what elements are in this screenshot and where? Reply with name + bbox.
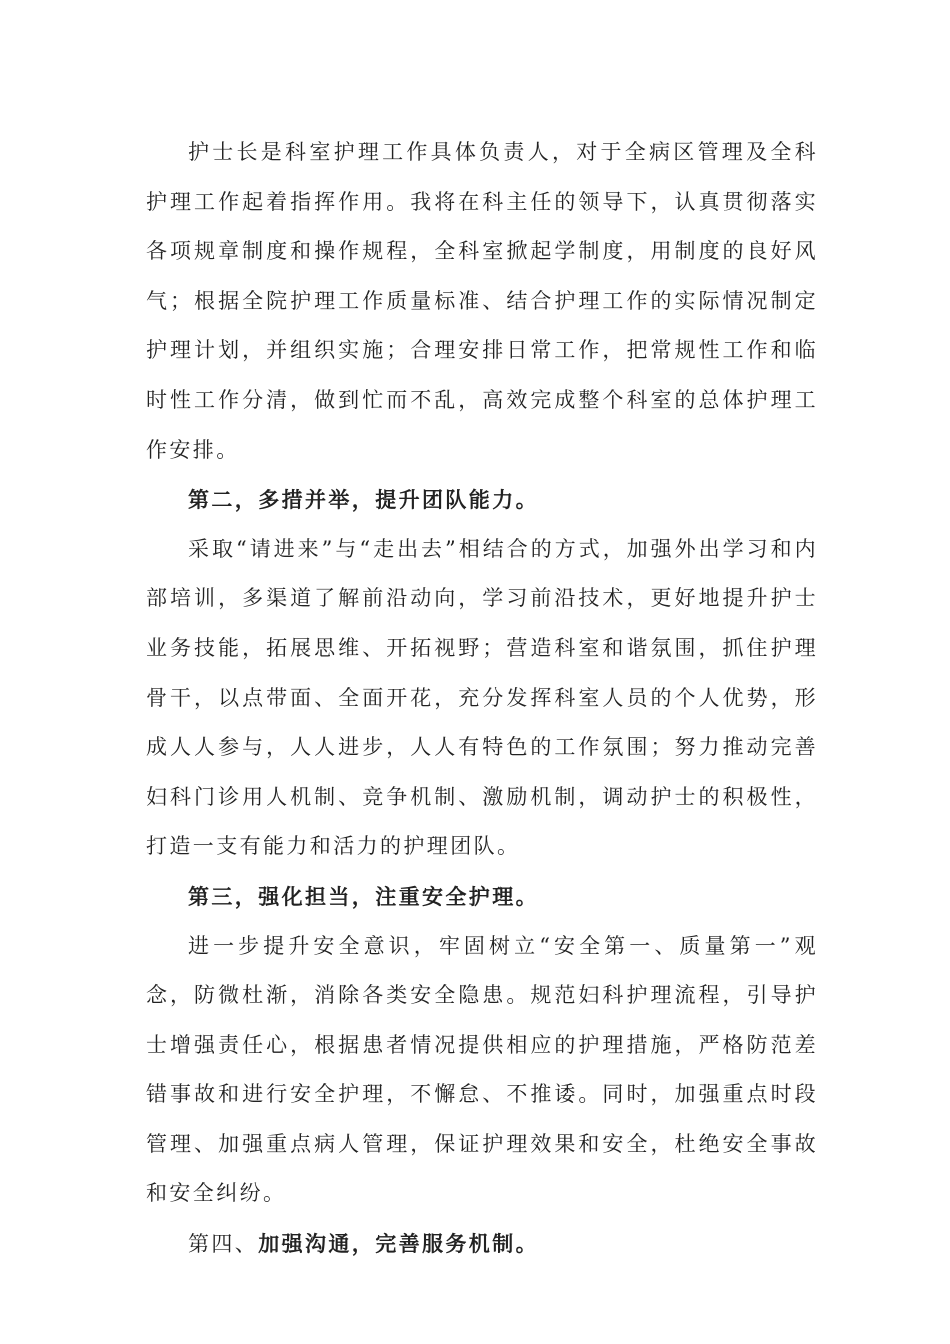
paragraph-3: 进一步提升安全意识，牢固树立“安全第一、质量第一”观念，防微杜渐，消除各类安全隐患。规范妇科护理流程，引导护士增强责任心，根据患者情况提供相应的护理措施，严格防范差错事故和进行安全护理，不懈怠、不推诿。同时，加强重点时段管理、加强重点病人管理，保证护理效果和安全，杜绝安全事故和安全纠纷。 — [146, 933, 818, 1206]
heading-3: 第三，强化担当，注重安全护理。 — [188, 883, 539, 909]
heading-2: 第二，多措并举，提升团队能力。 — [188, 487, 539, 513]
heading-4-prefix: 第四、 — [188, 1232, 259, 1257]
heading-4-title: 加强沟通，完善服务机制。 — [258, 1231, 540, 1257]
heading-4 — [146, 1219, 818, 1270]
document-page — [146, 128, 818, 1270]
paragraph-2: 采取“请进来”与“走出去”相结合的方式，加强外出学习和内部培训，多渠道了解前沿动向，学习前沿技术，更好地提升护士业务技能，拓展思维、开拓视野；营造科室和谐氛围，抓住护理骨干，以点带面、全面开花，充分发挥科室人员的个人优势，形成人人参与，人人进步，人人有特色的工作氛围；努力推动完善妇科门诊用人机制、竞争机制、激励机制，调动护士的积极性，打造一支有能力和活力的护理团队。 — [146, 536, 818, 859]
paragraph-1: 护士长是科室护理工作具体负责人，对于全病区管理及全科护理工作起着指挥作用。我将在科主任的领导下，认真贯彻落实各项规章制度和操作规程，全科室掀起学制度，用制度的良好风气；根据全院护理工作质量标准、结合护理工作的实际情况制定护理计划，并组织实施；合理安排日常工作，把常规性工作和临时性工作分清，做到忙而不乱，高效完成整个科室的总体护理工作安排。 — [146, 140, 818, 462]
